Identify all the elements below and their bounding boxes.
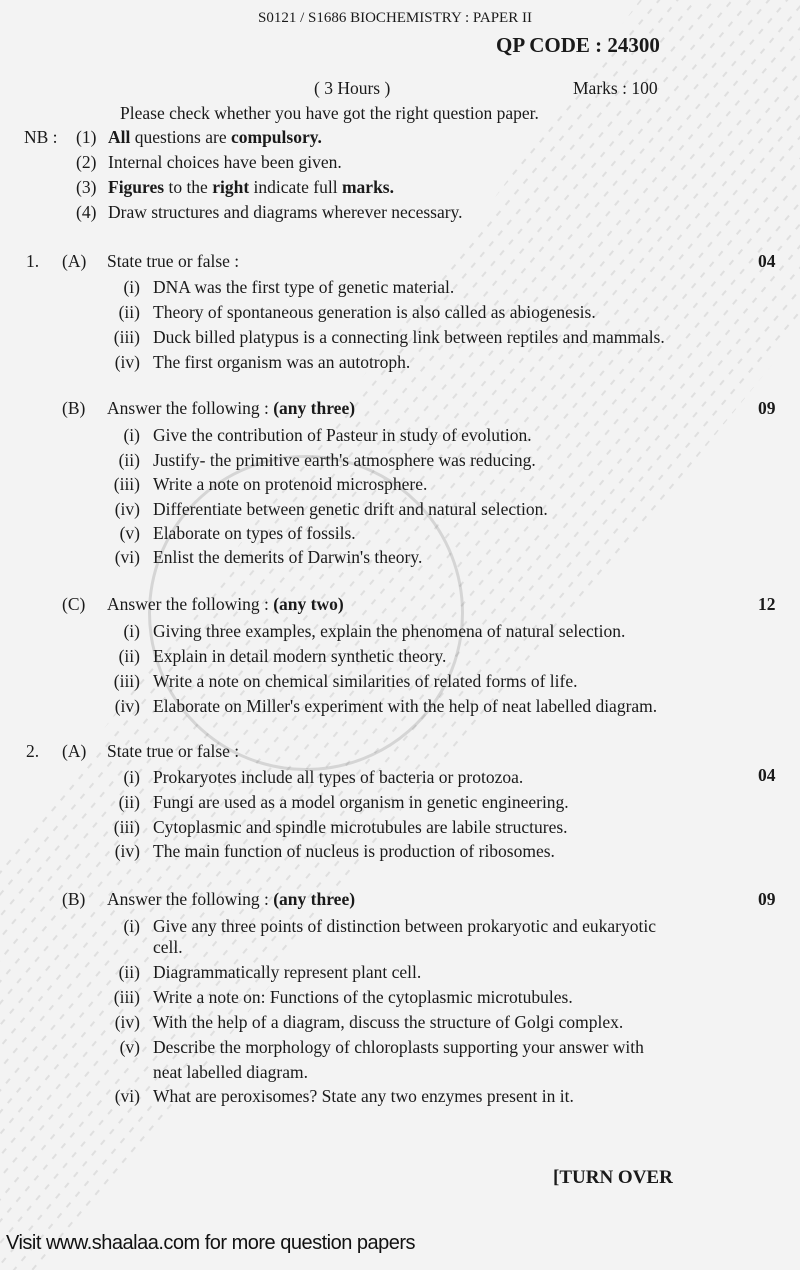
sub-question-number: (iv) [114, 499, 140, 519]
question-number: 1. [26, 251, 40, 271]
part-label: (C) [62, 594, 86, 614]
sub-question-number: (iii) [113, 671, 140, 691]
sub-question-text: Justify- the primitive earth's atmosphere was reducing. [153, 450, 536, 470]
nb-item-text: Internal choices have been given. [108, 152, 342, 172]
sub-question-text: The main function of nucleus is production of ribosomes. [153, 841, 555, 861]
sub-question-number: (ii) [118, 962, 140, 982]
sub-question-text: Write a note on chemical similarities of related forms of life. [153, 671, 578, 691]
part-label: (A) [62, 741, 87, 761]
sub-question-number: (v) [119, 523, 140, 543]
sub-question-text: Theory of spontaneous generation is also called as abiogenesis. [153, 302, 596, 322]
nb-item-text: All questions are compulsory. [108, 127, 322, 147]
part-marks: 12 [758, 594, 776, 614]
nb-item-number: (1) [76, 127, 97, 147]
sub-question-text: The first organism was an autotroph. [153, 352, 411, 372]
sub-question-text: Give the contribution of Pasteur in study of evolution. [153, 425, 532, 445]
sub-question-text: What are peroxisomes? State any two enzymes present in it. [153, 1086, 574, 1106]
question-number: 2. [26, 741, 40, 761]
total-marks: Marks : 100 [573, 78, 658, 98]
sub-question-text: Fungi are used as a model organism in genetic engineering. [153, 792, 569, 812]
sub-question-text: Give any three points of distinction between prokaryotic and eukaryotic [153, 916, 656, 936]
sub-question-text: Elaborate on types of fossils. [153, 523, 356, 543]
duration: ( 3 Hours ) [314, 78, 391, 98]
sub-question-number: (iv) [114, 696, 140, 716]
sub-question-number: (iv) [114, 1012, 140, 1032]
footer-link[interactable]: Visit www.shaalaa.com for more question papers [6, 1232, 416, 1254]
nb-item-text: Draw structures and diagrams wherever necessary. [108, 202, 463, 222]
sub-question-number: (i) [123, 916, 140, 936]
sub-question-number: (v) [119, 1037, 140, 1057]
sub-question-number: (vi) [114, 547, 140, 567]
sub-question-number: (ii) [118, 792, 140, 812]
part-label: (B) [62, 398, 86, 418]
sub-question-number: (vi) [114, 1086, 140, 1106]
nb-label: NB : [24, 127, 58, 147]
sub-question-text-continued: neat labelled diagram. [153, 1062, 308, 1082]
part-instruction: State true or false : [107, 741, 240, 761]
part-instruction: Answer the following : (any three) [107, 889, 356, 909]
sub-question-number: (iv) [114, 841, 140, 861]
part-instruction: Answer the following : (any three) [107, 398, 356, 418]
part-instruction: State true or false : [107, 251, 240, 271]
sub-question-number: (iii) [113, 474, 140, 494]
sub-question-number: (iii) [113, 987, 140, 1007]
sub-question-number: (i) [123, 767, 140, 787]
sub-question-text: Diagrammatically represent plant cell. [153, 962, 422, 982]
sub-question-text-continued: cell. [153, 937, 183, 957]
sub-question-text: Write a note on protenoid microsphere. [153, 474, 428, 494]
part-marks: 09 [758, 889, 776, 909]
sub-question-number: (ii) [118, 646, 140, 666]
sub-question-text: DNA was the first type of genetic material. [153, 277, 455, 297]
sub-question-number: (i) [123, 621, 140, 641]
qp-code: QP CODE : 24300 [496, 33, 660, 57]
sub-question-text: Giving three examples, explain the phenomena of natural selection. [153, 621, 626, 641]
part-label: (A) [62, 251, 87, 271]
sub-question-number: (i) [123, 277, 140, 297]
part-instruction: Answer the following : (any two) [107, 594, 344, 614]
sub-question-text: Prokaryotes include all types of bacteria or protozoa. [153, 767, 524, 787]
sub-question-text: Duck billed platypus is a connecting link between reptiles and mammals. [153, 327, 665, 347]
part-label: (B) [62, 889, 86, 909]
sub-question-text: Explain in detail modern synthetic theory. [153, 646, 447, 666]
part-marks: 04 [758, 251, 776, 271]
sub-question-text: With the help of a diagram, discuss the structure of Golgi complex. [153, 1012, 624, 1032]
sub-question-text: Elaborate on Miller's experiment with the help of neat labelled diagram. [153, 696, 658, 716]
sub-question-text: Differentiate between genetic drift and natural selection. [153, 499, 548, 519]
nb-item-text: Figures to the right indicate full marks. [108, 177, 394, 197]
sub-question-number: (iv) [114, 352, 140, 372]
sub-question-number: (ii) [118, 302, 140, 322]
part-marks: 09 [758, 398, 776, 418]
nb-item-number: (3) [76, 177, 97, 197]
sub-question-text: Write a note on: Functions of the cytoplasmic microtubules. [153, 987, 573, 1007]
check-instruction: Please check whether you have got the right question paper. [120, 103, 539, 123]
part-marks: 04 [758, 765, 776, 785]
sub-question-number: (ii) [118, 450, 140, 470]
sub-question-text: Cytoplasmic and spindle microtubules are labile structures. [153, 817, 568, 837]
sub-question-text: Describe the morphology of chloroplasts supporting your answer with [153, 1037, 644, 1057]
sub-question-number: (iii) [113, 327, 140, 347]
sub-question-text: Enlist the demerits of Darwin's theory. [153, 547, 423, 567]
paper-subject: S0121 / S1686 BIOCHEMISTRY : PAPER II [258, 10, 532, 26]
nb-item-number: (4) [76, 202, 97, 222]
nb-item-number: (2) [76, 152, 97, 172]
sub-question-number: (i) [123, 425, 140, 445]
sub-question-number: (iii) [113, 817, 140, 837]
turn-over: [TURN OVER [553, 1167, 673, 1188]
